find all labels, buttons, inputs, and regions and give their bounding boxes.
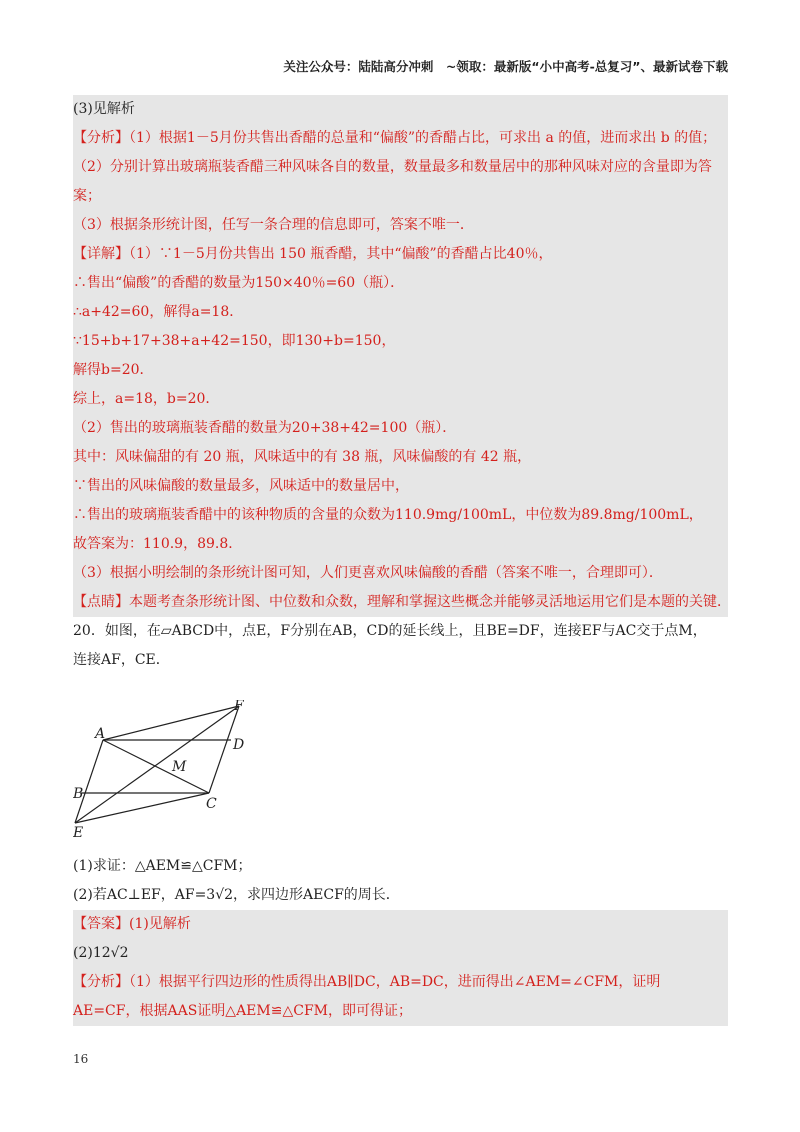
page-number: 16 (73, 1052, 89, 1066)
label-E: E (73, 825, 84, 840)
text-line: 【详解】（1）∵1－5月份共售出 150 瓶香醋，其中“偏酸”的香醋占比40％， (73, 240, 728, 269)
text-line: 其中：风味偏甜的有 20 瓶，风味适中的有 38 瓶，风味偏酸的有 42 瓶， (73, 443, 728, 472)
text-line: 【答案】(1)见解析 (73, 910, 728, 939)
text-line: 解得b=20． (73, 356, 728, 385)
solution-block-1 (73, 95, 731, 675)
text-line: AE=CF，根据AAS证明△AEM≌△CFM，即可得证； (73, 997, 728, 1026)
label-A: A (95, 726, 106, 742)
segment-AF (103, 706, 239, 740)
text-line: (3)见解析 (73, 95, 728, 124)
label-M: M (172, 759, 187, 775)
text-line: ∴售出的玻璃瓶装香醋中的该种物质的含量的众数为110.9mg/100mL，中位数为89.8mg/100mL， (73, 501, 728, 530)
label-C: C (206, 796, 217, 812)
text-line: 20．如图，在▱ABCD中，点E，F分别在AB，CD的延长线上，且BE=DF，连接EF与AC交于点M， (73, 617, 728, 646)
segment-AC (103, 740, 209, 793)
parallelogram-figure (73, 700, 273, 844)
text-line: 【分析】（1）根据平行四边形的性质得出AB∥DC，AB=DC，进而得出∠AEM=∠CFM，证明 (73, 968, 728, 997)
text-line: 综上，a=18，b=20． (73, 385, 728, 414)
label-D: D (233, 737, 245, 753)
text-line: 【点睛】本题考查条形统计图、中位数和众数，理解和掌握这些概念并能够灵活地运用它们是本题的关键． (73, 588, 728, 617)
text-line: 案； (73, 182, 728, 211)
label-B: B (73, 786, 84, 802)
solution-block-2 (73, 852, 728, 1026)
label-F: F (234, 700, 244, 714)
text-line: (2)若AC⊥EF，AF=3√2，求四边形AECF的周长． (73, 881, 728, 910)
text-line: （3）根据小明绘制的条形统计图可知，人们更喜欢风味偏酸的香醋（答案不唯一，合理即可）． (73, 559, 728, 588)
text-line: (2)12√2 (73, 939, 728, 968)
text-line: (1)求证：△AEM≌△CFM； (73, 852, 728, 881)
text-line: 故答案为：110.9，89.8． (73, 530, 728, 559)
text-line: ∵15+b+17+38+a+42=150，即130+b=150， (73, 327, 728, 356)
text-line: （3）根据条形统计图，任写一条合理的信息即可，答案不唯一． (73, 211, 728, 240)
text-line: 连接AF，CE． (73, 646, 728, 675)
page-header: 关注公众号：陆陆高分冲刺 ~领取：最新版“小中高考-总复习”、最新试卷下载 (283, 59, 728, 74)
text-line: （2）售出的玻璃瓶装香醋的数量为20+38+42=100（瓶）． (73, 414, 728, 443)
text-line: 【分析】（1）根据1－5月份共售出香醋的总量和“偏酸”的香醋占比，可求出 a 的值，进而求出 b 的值； (73, 124, 728, 153)
text-line: ∴售出“偏酸”的香醋的数量为150×40％=60（瓶）． (73, 269, 728, 298)
text-line: （2）分别计算出玻璃瓶装香醋三种风味各自的数量，数量最多和数量居中的那种风味对应的含量即为答 (73, 153, 728, 182)
segment-AE (75, 740, 103, 823)
text-line: ∴a+42=60，解得a=18． (73, 298, 728, 327)
text-line: ∵售出的风味偏酸的数量最多，风味适中的数量居中， (73, 472, 728, 501)
geometry-diagram (73, 700, 273, 840)
